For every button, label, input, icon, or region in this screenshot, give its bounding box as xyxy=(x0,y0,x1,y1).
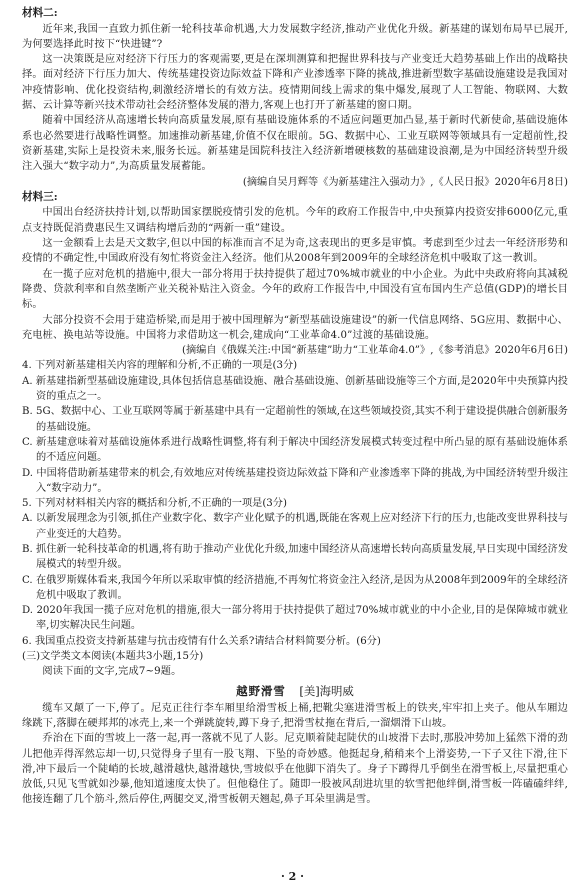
exam-page xyxy=(22,6,568,808)
story-paragraph: 缆车又颠了一下,停了。尼克正往行李车厢里给滑雪板上桶,把靴尖塞进滑雪板上的铁夹,牢牢扣上夹子。他从车厢边缘跳下,落脚在硬邦邦的冰壳上,来一个弹跳旋转,蹲下身子,把滑雪杖拖在背后,一溜烟滑下山坡。 xyxy=(22,702,568,729)
question-4-option-a: A. 新基建指新型基础设施建设,具体包括信息基础设施、融合基础设施、创新基础设施等三个方面,是2020年中央预算内投资的重点之一。 xyxy=(22,375,568,403)
story-title: 越野滑雪 xyxy=(236,683,286,698)
question-4-option-b: B. 5G、数据中心、工业互联网等属于新基建中具有一定超前性的领域,在这些领域投资,其实不利于建设提供融合创新服务的基础设施。 xyxy=(22,406,568,433)
material-3-paragraph: 大部分投资不会用于建造桥梁,而是用于被中国理解为“新型基础设施建设”的新一代信息网络、5G应用、数据中心、充电桩、换电站等设施。中国将力求借助这一机会,建成向“工业革命4.0”过渡的基础设施。 xyxy=(22,314,568,341)
material-2-paragraph: 随着中国经济从高速增长转向高质量发展,原有基础设施体系的不适应问题更加凸显,基于新时代新使命,基础设施体系也必然要进行战略性调整。加速推动新基建,价值不仅在眼前。5G、数据中心、工业互联网等领域具有一定超前性,投资新基建,实际上是投资未来,服务长远。新基建是国院科技注入经济新增硬核数的基础建设浪潮,是为中国经济转型升级注入强大“数字动力”,为高质量发展蓄能。 xyxy=(22,115,568,173)
page-number: · 2 · xyxy=(281,870,304,883)
question-5-option-d: D. 2020年我国一揽子应对危机的措施,很大一部分将用于扶持提供了超过70%城市就业的中小企业,目的是保障城市就业率,切实解决民生问题。 xyxy=(22,605,568,632)
material-3-paragraph: 这一金额看上去是天文数字,但以中国的标准而言不足为奇,这表现出的更多是审慎。考虑到至少过去一年经济形势和疫情的不确定性,中国政府没有匆忙将资金注入经济。他们从2008年到2009年的全球经济危机中吸取了这一教训。 xyxy=(22,238,568,265)
material-3-source: (摘编自《俄媒关注:中国“新基建”助力“工业革命4.0”》,《参考消息》2020年6月6日) xyxy=(182,345,568,357)
question-5-option-b: B. 抓住新一轮科技革命的机遇,将有助于推动产业优化升级,加速中国经济从高速增长转向高质量发展,早日实现中国经济发展模式的转型升级。 xyxy=(22,543,568,571)
question-5-option-a: A. 以新发展理念为引领,抓住产业数字化、数字产业化赋予的机遇,既能在客观上应对经济下行的压力,也能改变世界科技与产业变迁的大趋势。 xyxy=(22,513,568,540)
question-5-stem: 5. 下列对材料相关内容的概括和分析,不正确的一项是(3分) xyxy=(22,498,287,510)
question-4-stem: 4. 下列对新基建相关内容的理解和分析,不正确的一项是(3分) xyxy=(22,360,298,372)
material-2-paragraph: 这一决策既是应对经济下行压力的客观需要,更是在深圳测算和把握世界科技与产业变迁大趋势基础上作出的战略抉择。面对经济下行压力加大、传统基建投资边际效益下降和产业渗透率下降的挑战,推进新型数字基础设施建设是我国对冲疫情影响、优化投资结构,刺激经济增长的有效方法。疫情期间线上需求的集中爆发,展现了人工智能、物联网、大数据、云计算等新兴技术带动社会经济整体发展的潜力,客观上也打开了新基建的窗口期。 xyxy=(22,54,568,112)
section-3-heading: (三)文学类文本阅读(本题共3小题,15分) xyxy=(22,651,204,663)
material-3-paragraph: 在一揽子应对危机的措施中,很大一部分将用于扶持提供了超过70%城市就业的中小企业。为此中央政府将向其减税降费、贷款利率和自然垄断产业关税补贴注入资金。今年的政府工作报告中,中国没有宣布国内生产总值(GDP)的增长目标。 xyxy=(22,268,568,311)
question-5-option-c: C. 在俄罗斯媒体看来,我国今年所以采取审慎的经济措施,不再匆忙将资金注入经济,是因为从2008年到2009年的全球经济危机中吸取了教训。 xyxy=(22,574,568,601)
section-3-instruction: 阅读下面的文字,完成7~9题。 xyxy=(42,666,182,678)
story-paragraph: 乔治在下面的雪坡上一落一起,再一落就不见了人影。尼克顺着陡起陡伏的山坡滑下去时,那股冲势加上猛然下滑的劲儿把他弄得浑然忘却一切,只觉得身子里有一股飞翔、下坠的奇妙感。他挺起身,稍稍来个上滑姿势,一下子又往下滑,往下滑,冲下最后一个陡峭的长坡,越滑越快,越滑越快,雪坡似乎在他脚下消失了。身子下蹲得几乎倒坐在滑雪板上,尽量把重心放低,只见飞雪就如沙暴,他知道速度太快了。但他稳住了。随即一股被风刮进坑里的软雪把他绊倒,滑雪板一阵磕磕绊绊,他接连翻了几个筋斗,然后停住,两腿交叉,滑雪板朝天翘起,鼻子耳朵里满是雪。 xyxy=(22,733,568,806)
material-3-paragraph: 中国出台经济扶持计划,以帮助国家摆脱疫情引发的危机。今年的政府工作报告中,中央预算内投资安排6000亿元,重点支持既促消费惠民生又调结构增后劲的“两新一重”建设。 xyxy=(22,207,568,234)
story-author: [美]海明威 xyxy=(299,683,354,698)
story-title-row xyxy=(22,682,568,700)
material-2-source: (摘编自吴月辉等《为新基建注入强动力》,《人民日报》2020年6月8日) xyxy=(242,176,568,188)
question-6-stem: 6. 我国重点投资支持新基建与抗击疫情有什么关系?请结合材料简要分析。(6分) xyxy=(22,635,381,647)
question-4-option-d: D. 中国将借助新基建带来的机会,有效地应对传统基建投资边际效益下降和产业渗透率下降的挑战,为中国经济转型升级注入“数字动力”。 xyxy=(22,467,568,494)
question-4-option-c: C. 新基建意味着对基础设施体系进行战略性调整,将有利于解决中国经济发展模式转变过程中所凸显的原有基础设施体系的不适应问题。 xyxy=(22,436,568,464)
material-2-paragraph: 近年来,我国一直致力抓住新一轮科技革命机遇,大力发展数字经济,推动产业优化升级。新基建的谋划布局早已展开,为何要选择此时按下“快进键”? xyxy=(22,23,568,50)
material-2-heading: 材料二: xyxy=(22,7,58,19)
material-3-heading: 材料三: xyxy=(22,190,58,203)
